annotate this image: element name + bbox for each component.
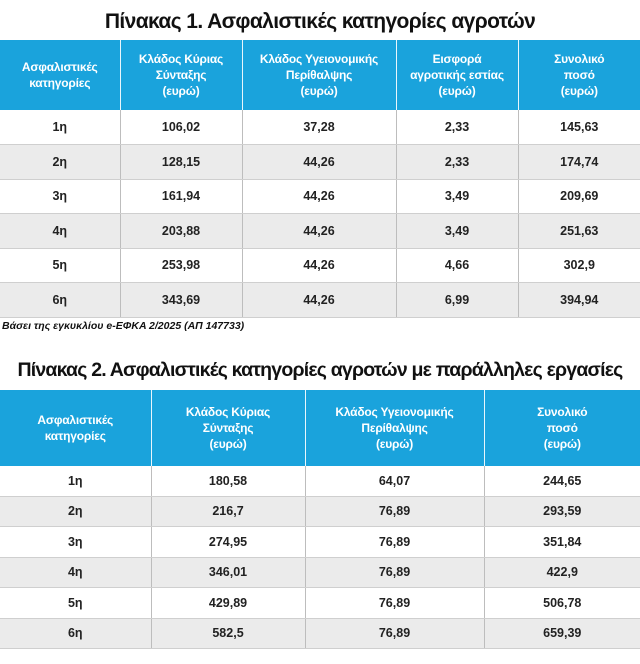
value-cell: 244,65 bbox=[484, 466, 640, 497]
value-cell: 106,02 bbox=[120, 110, 242, 145]
header-label-line: Κλάδος Κύριας bbox=[138, 52, 224, 66]
value-cell: 6,99 bbox=[396, 283, 518, 318]
value-cell: 506,78 bbox=[484, 588, 640, 619]
table2-column-header bbox=[484, 390, 640, 466]
value-cell: 44,26 bbox=[242, 145, 396, 180]
table-row bbox=[0, 618, 640, 649]
header-label-line: Σύνταξης bbox=[202, 420, 254, 435]
value-cell: 76,89 bbox=[305, 496, 484, 527]
header-label-line: (ευρώ) bbox=[543, 436, 581, 451]
value-cell: 659,39 bbox=[484, 618, 640, 649]
value-cell: 161,94 bbox=[120, 179, 242, 214]
value-cell: 429,89 bbox=[151, 588, 305, 619]
table-row bbox=[0, 179, 640, 214]
header-label-line: (ευρώ) bbox=[209, 436, 247, 451]
value-cell: 346,01 bbox=[151, 557, 305, 588]
value-cell: 3,49 bbox=[396, 214, 518, 249]
table2-column-header bbox=[0, 390, 151, 466]
table-row bbox=[0, 557, 640, 588]
value-cell: 302,9 bbox=[518, 248, 640, 283]
value-cell: 76,89 bbox=[305, 588, 484, 619]
table-row bbox=[0, 496, 640, 527]
category-cell: 4η bbox=[0, 557, 151, 588]
table-row bbox=[0, 214, 640, 249]
category-cell: 1η bbox=[0, 466, 151, 497]
value-cell: 44,26 bbox=[242, 283, 396, 318]
table1-column-header bbox=[518, 40, 640, 110]
value-cell: 422,9 bbox=[484, 557, 640, 588]
header-label-line: (ευρώ) bbox=[560, 84, 598, 98]
header-label-line: Ασφαλιστικές bbox=[21, 60, 98, 74]
header-label-line: (ευρώ) bbox=[438, 84, 476, 98]
value-cell: 343,69 bbox=[120, 283, 242, 318]
value-cell: 351,84 bbox=[484, 527, 640, 558]
category-cell: 5η bbox=[0, 588, 151, 619]
value-cell: 76,89 bbox=[305, 527, 484, 558]
value-cell: 274,95 bbox=[151, 527, 305, 558]
table2-column-header bbox=[305, 390, 484, 466]
category-cell: 1η bbox=[0, 110, 120, 145]
value-cell: 3,49 bbox=[396, 179, 518, 214]
table-row bbox=[0, 145, 640, 180]
table1-column-header bbox=[242, 40, 396, 110]
value-cell: 209,69 bbox=[518, 179, 640, 214]
category-cell: 6η bbox=[0, 618, 151, 649]
table1-title: Πίνακας 1. Ασφαλιστικές κατηγορίες αγροτών bbox=[104, 10, 536, 33]
category-cell: 2η bbox=[0, 145, 120, 180]
table-row bbox=[0, 466, 640, 497]
header-label-line: κατηγορίες bbox=[44, 428, 106, 443]
header-label-line: Περίθαλψης bbox=[285, 68, 353, 82]
value-cell: 253,98 bbox=[120, 248, 242, 283]
value-cell: 128,15 bbox=[120, 145, 242, 180]
table1-column-header bbox=[0, 40, 120, 110]
value-cell: 44,26 bbox=[242, 248, 396, 283]
table2-title: Πίνακας 2. Ασφαλιστικές κατηγορίες αγροτών με παράλληλες εργασίες bbox=[17, 358, 623, 381]
header-label-line: Κλάδος Κύριας bbox=[185, 404, 271, 419]
category-cell: 4η bbox=[0, 214, 120, 249]
value-cell: 293,59 bbox=[484, 496, 640, 527]
table2-column-header bbox=[151, 390, 305, 466]
value-cell: 2,33 bbox=[396, 145, 518, 180]
category-cell: 2η bbox=[0, 496, 151, 527]
value-cell: 2,33 bbox=[396, 110, 518, 145]
value-cell: 394,94 bbox=[518, 283, 640, 318]
category-cell: 3η bbox=[0, 527, 151, 558]
table1-column-header bbox=[396, 40, 518, 110]
value-cell: 4,66 bbox=[396, 248, 518, 283]
category-cell: 5η bbox=[0, 248, 120, 283]
table2-header bbox=[0, 390, 640, 466]
value-cell: 76,89 bbox=[305, 618, 484, 649]
table1 bbox=[0, 40, 640, 318]
header-label-line: (ευρώ) bbox=[300, 84, 338, 98]
table-row bbox=[0, 527, 640, 558]
header-label-line: ποσό bbox=[563, 68, 595, 82]
table-row bbox=[0, 248, 640, 283]
header-label-line: Ασφαλιστικές bbox=[37, 412, 114, 427]
header-label-line: αγροτικής εστίας bbox=[410, 68, 504, 82]
header-label-line: Περίθαλψης bbox=[361, 420, 428, 435]
header-label-line: κατηγορίες bbox=[29, 76, 91, 90]
value-cell: 203,88 bbox=[120, 214, 242, 249]
header-label-line: (ευρώ) bbox=[375, 436, 414, 451]
value-cell: 582,5 bbox=[151, 618, 305, 649]
value-cell: 37,28 bbox=[242, 110, 396, 145]
table-row bbox=[0, 283, 640, 318]
table-row bbox=[0, 588, 640, 619]
source-note: Βάσει της εγκυκλίου e-ΕΦΚΑ 2/2025 (ΑΠ 147733) bbox=[2, 319, 245, 332]
value-cell: 76,89 bbox=[305, 557, 484, 588]
value-cell: 44,26 bbox=[242, 214, 396, 249]
table-row bbox=[0, 110, 640, 145]
header-label-line: Σύνταξης bbox=[155, 68, 207, 82]
category-cell: 6η bbox=[0, 283, 120, 318]
value-cell: 216,7 bbox=[151, 496, 305, 527]
header-label-line: Εισφορά bbox=[432, 52, 482, 66]
header-label-line: (ευρώ) bbox=[162, 84, 200, 98]
value-cell: 174,74 bbox=[518, 145, 640, 180]
category-cell: 3η bbox=[0, 179, 120, 214]
header-label-line: ποσό bbox=[546, 420, 578, 435]
table1-column-header bbox=[120, 40, 242, 110]
value-cell: 64,07 bbox=[305, 466, 484, 497]
header-label-line: Κλάδος Υγειονομικής bbox=[335, 404, 454, 419]
header-label-line: Συνολικό bbox=[554, 52, 605, 66]
table2 bbox=[0, 390, 640, 650]
value-cell: 180,58 bbox=[151, 466, 305, 497]
table2-body bbox=[0, 466, 640, 649]
value-cell: 251,63 bbox=[518, 214, 640, 249]
header-label-line: Συνολικό bbox=[537, 404, 588, 419]
value-cell: 44,26 bbox=[242, 179, 396, 214]
value-cell: 145,63 bbox=[518, 110, 640, 145]
header-label-line: Κλάδος Υγειονομικής bbox=[259, 52, 379, 66]
table1-body bbox=[0, 110, 640, 317]
table1-header bbox=[0, 40, 640, 110]
